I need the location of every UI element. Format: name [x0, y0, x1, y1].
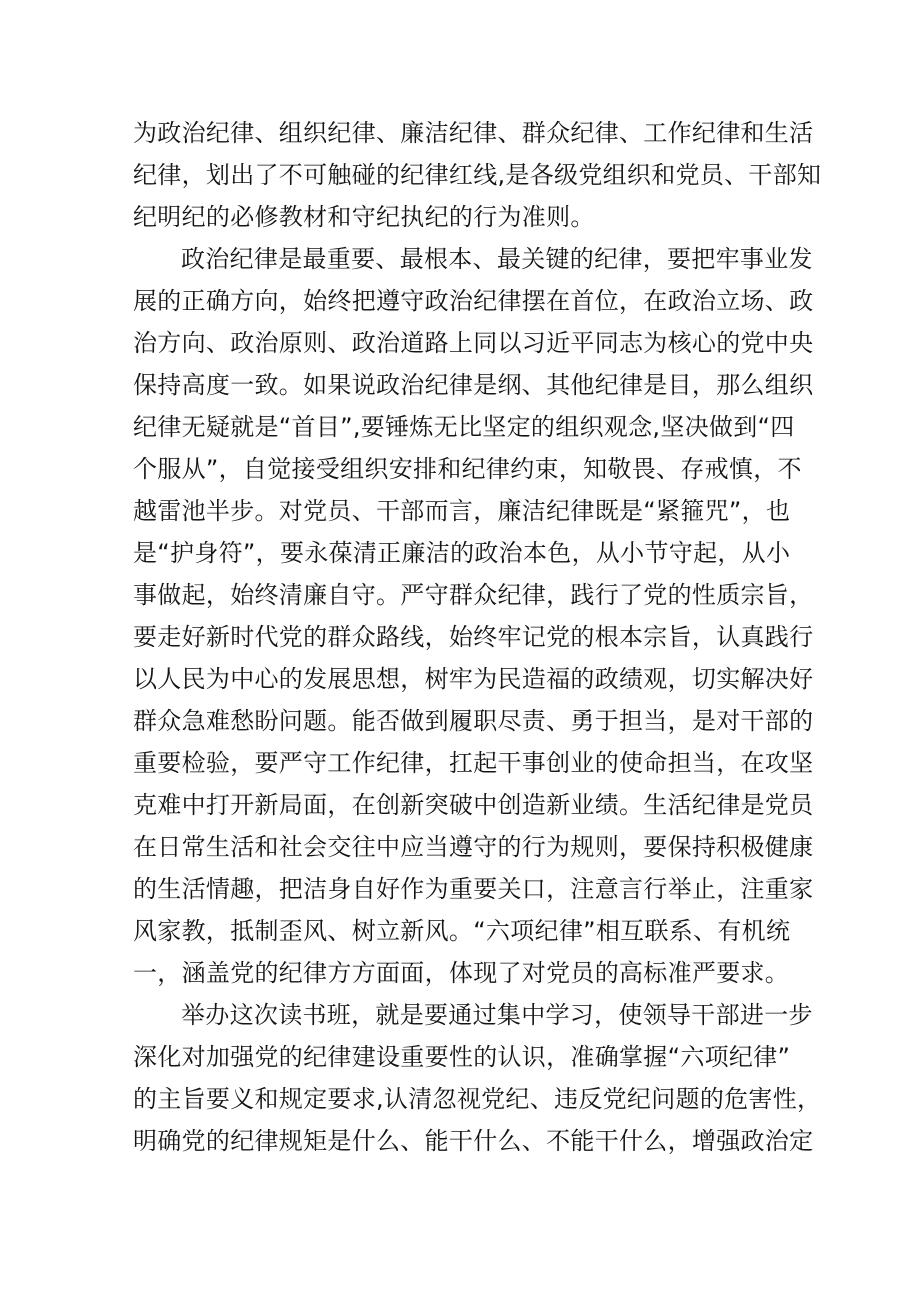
- text-line: 一，涵盖党的纪律方方面面，体现了对党员的高标准严要求。: [133, 959, 790, 987]
- text-line: 要走好新时代党的群众路线，始终牢记党的根本宗旨，认真践行: [133, 623, 814, 651]
- text-line: 深化对加强党的纪律建设重要性的认识，准确掌握“六项纪律”: [133, 1043, 791, 1071]
- paragraph: [133, 112, 822, 238]
- text-line: 举办这次读书班，就是要通过集中学习，使领导干部进一步: [181, 1001, 813, 1029]
- text-line: 重要检验，要严守工作纪律，扛起干事创业的使命担当，在攻坚: [133, 749, 814, 777]
- text-line: 事做起，始终清廉自守。严守群众纪律，践行了党的性质宗旨，: [133, 581, 814, 609]
- text-line: 保持高度一致。如果说政治纪律是纲、其他纪律是目，那么组织: [133, 371, 814, 399]
- text-line: 越雷池半步。对党员、干部而言，廉洁纪律既是“紧箍咒”，也: [133, 497, 791, 525]
- text-line: 治方向、政治原则、政治道路上同以习近平同志为核心的党中央: [133, 329, 814, 357]
- text-line: 为政治纪律、组织纪律、廉洁纪律、群众纪律、工作纪律和生活: [133, 119, 814, 147]
- text-line: 纪律无疑就是“首目”,要锤炼无比坚定的组织观念,坚决做到“四: [133, 413, 795, 441]
- text-line: 的生活情趣，把洁身自好作为重要关口，注意言行举止，注重家: [133, 875, 814, 903]
- text-line: 个服从”，自觉接受组织安排和纪律约束，知敬畏、存戒慎，不: [133, 455, 802, 483]
- document-body: [133, 112, 822, 1162]
- paragraph: [133, 238, 814, 994]
- text-line: 群众急难愁盼问题。能否做到履职尽责、勇于担当，是对干部的: [133, 707, 814, 735]
- text-line: 风家教，抵制歪风、树立新风。“六项纪律”相互联系、有机统: [133, 917, 791, 945]
- text-line: 的主旨要义和规定要求,认清忽视党纪、违反党纪问题的危害性，: [133, 1085, 822, 1113]
- paragraph: [133, 994, 822, 1162]
- text-line: 克难中打开新局面，在创新突破中创造新业绩。生活纪律是党员: [133, 791, 814, 819]
- text-line: 政治纪律是最重要、最根本、最关键的纪律，要把牢事业发: [181, 245, 813, 273]
- text-line: 纪明纪的必修教材和守纪执纪的行为准则。: [133, 203, 595, 231]
- text-line: 明确党的纪律规矩是什么、能干什么、不能干什么，增强政治定: [133, 1127, 814, 1155]
- text-line: 在日常生活和社会交往中应当遵守的行为规则，要保持积极健康: [133, 833, 814, 861]
- text-line: 展的正确方向，始终把遵守政治纪律摆在首位，在政治立场、政: [133, 287, 814, 315]
- text-line: 以人民为中心的发展思想，树牢为民造福的政绩观，切实解决好: [133, 665, 814, 693]
- text-line: 是“护身符”，要永葆清正廉洁的政治本色，从小节守起，从小: [133, 539, 791, 567]
- text-line: 纪律，划出了不可触碰的纪律红线,是各级党组织和党员、干部知: [133, 161, 822, 189]
